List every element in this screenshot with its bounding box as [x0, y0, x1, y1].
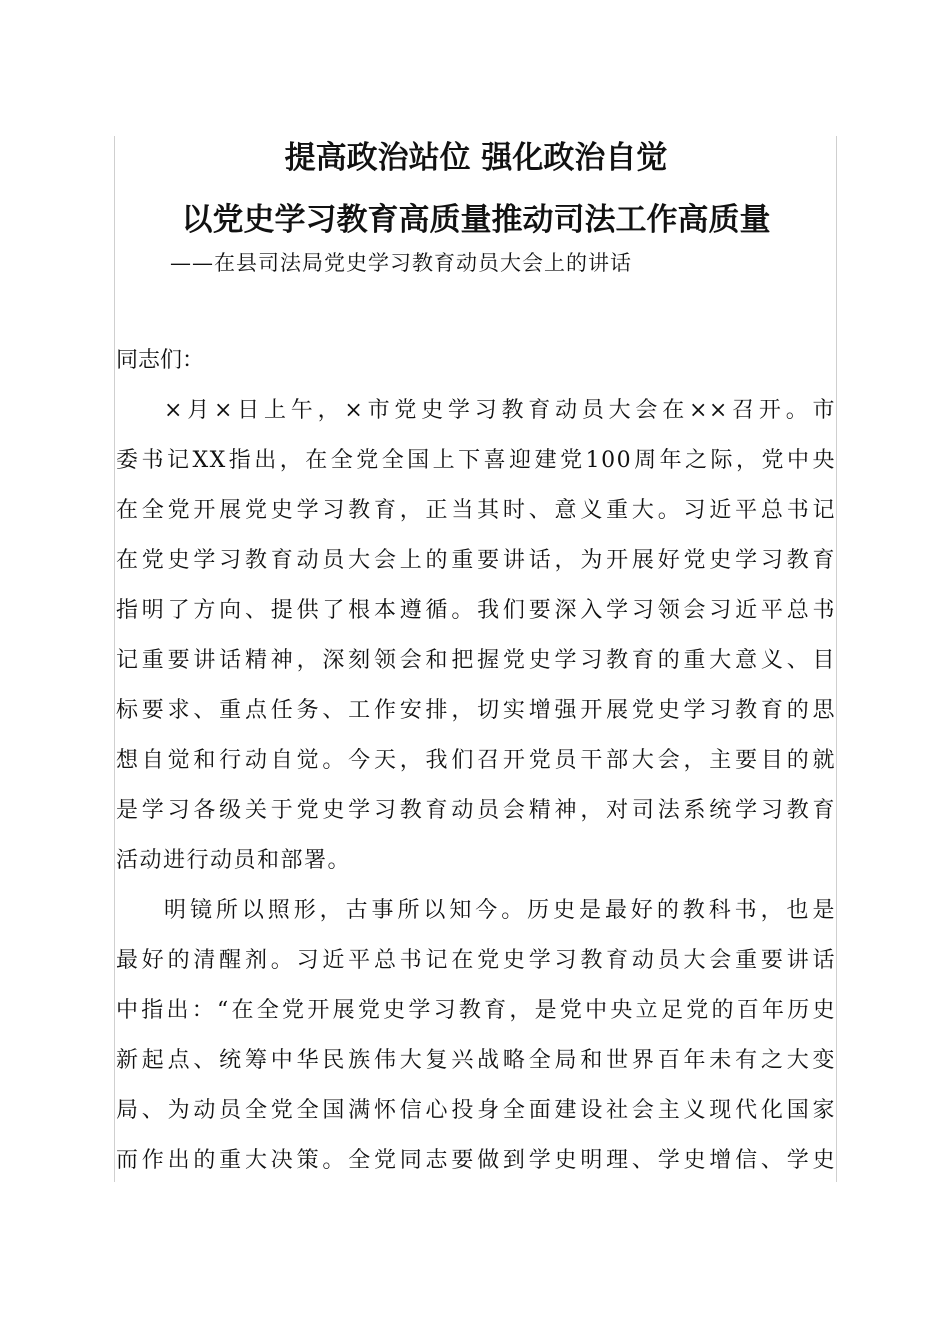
page-margin-right [836, 136, 837, 1182]
text-line: 活动进行动员和部署。 [116, 848, 352, 873]
text-line: 在党史学习教育动员大会上的重要讲话，为开展好党史学习教育 [116, 548, 836, 573]
text-line: 最好的清醒剂。习近平总书记在党史学习教育动员大会重要讲话 [116, 948, 836, 973]
salutation: 同志们： [116, 348, 205, 373]
text-line: 局、为动员全党全国满怀信心投身全面建设社会主义现代化国家 [116, 1098, 836, 1123]
page-margin-left [114, 136, 115, 1182]
text-line: 新起点、统筹中华民族伟大复兴战略全局和世界百年未有之大变 [116, 1048, 836, 1073]
text-line: 委书记XX指出，在全党全国上下喜迎建党100周年之际，党中央 [116, 448, 836, 473]
text-line: ×月×日上午，×市党史学习教育动员大会在××召开。市 [164, 398, 836, 423]
text-line: 想自觉和行动自觉。今天，我们召开党员干部大会，主要目的就 [116, 748, 836, 773]
text-line: 是学习各级关于党史学习教育动员会精神，对司法系统学习教育 [116, 798, 836, 823]
document-title-line-2: 以党史学习教育高质量推动司法工作高质量 [181, 202, 771, 238]
text-line: 指明了方向、提供了根本遵循。我们要深入学习领会习近平总书 [116, 598, 836, 623]
text-line: 而作出的重大决策。全党同志要做到学史明理、学史增信、学史 [116, 1148, 836, 1173]
text-line: 在全党开展党史学习教育，正当其时、意义重大。习近平总书记 [116, 498, 836, 523]
text-line: 中指出：“在全党开展党史学习教育，是党中央立足党的百年历史 [116, 998, 836, 1023]
document-subtitle: ——在县司法局党史学习教育动员大会上的讲话 [170, 251, 632, 275]
document-title-line-1: 提高政治站位 强化政治自觉 [284, 140, 668, 176]
text-line: 标要求、重点任务、工作安排，切实增强开展党史学习教育的思 [116, 698, 836, 723]
text-line: 记重要讲话精神，深刻领会和把握党史学习教育的重大意义、目 [116, 648, 836, 673]
document-body [116, 134, 836, 1186]
paragraph-1 [116, 386, 836, 886]
text-line: 明镜所以照形，古事所以知今。历史是最好的教科书，也是 [164, 898, 836, 923]
paragraph-2 [116, 886, 836, 1186]
